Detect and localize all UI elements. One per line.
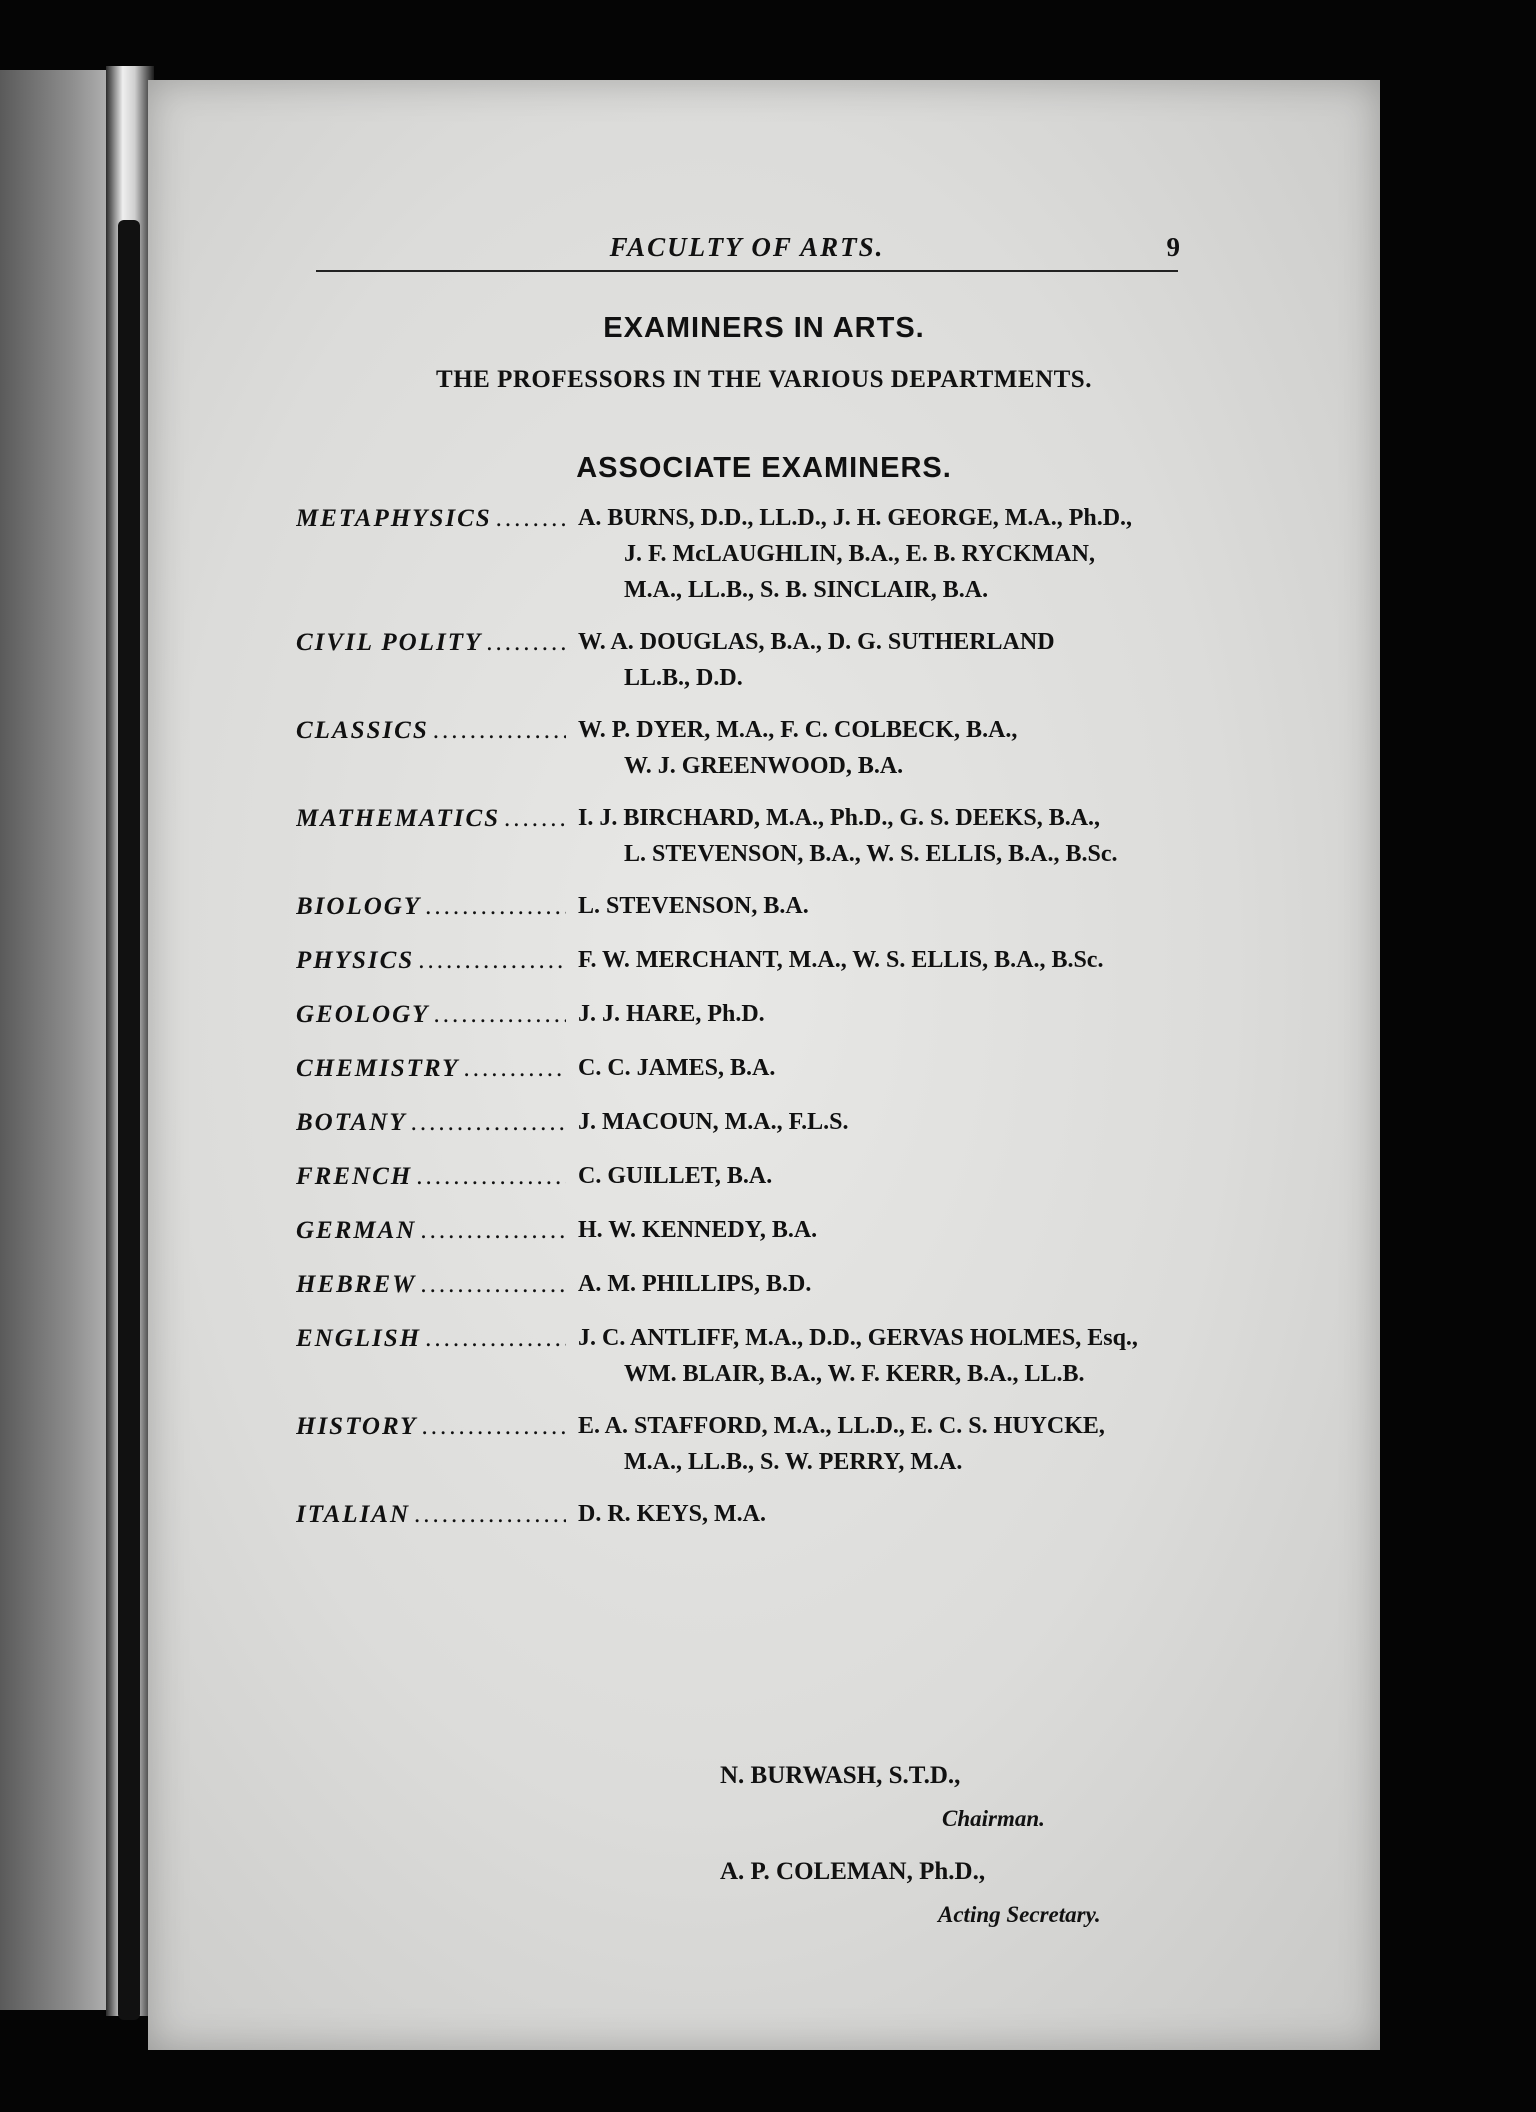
examiner-names [566, 1320, 1336, 1392]
subject-label: ENGLISH [296, 1325, 422, 1352]
examiners-list [296, 500, 1336, 1550]
dot-leader [425, 888, 566, 926]
section-heading: EXAMINERS IN ARTS. [603, 312, 925, 344]
running-head-title: FACULTY OF ARTS. [609, 232, 885, 262]
subject-label: GEOLOGY [296, 1001, 430, 1028]
examiner-entry [296, 1266, 1336, 1304]
subject-label: METAPHYSICS [296, 505, 492, 532]
examiner-names-line: LL.B., D.D. [624, 665, 743, 691]
examiner-entry [296, 1320, 1336, 1392]
examiner-entry [296, 1104, 1336, 1142]
examiner-entry [296, 1408, 1336, 1480]
examiner-names-line: C. GUILLET, B.A. [578, 1163, 773, 1189]
chairman-name: N. BURWASH, S.T.D., [720, 1762, 961, 1789]
examiner-names [566, 1212, 1336, 1248]
subject-label: GERMAN [296, 1217, 417, 1244]
subject-label: CIVIL POLITY [296, 629, 483, 656]
subject-label: HEBREW [296, 1271, 417, 1298]
examiner-names-line: C. C. JAMES, B.A. [578, 1055, 776, 1081]
dot-leader [433, 996, 566, 1034]
binding-shadow [118, 220, 140, 2020]
examiner-names [566, 1496, 1336, 1532]
examiner-names-line: L. STEVENSON, B.A., W. S. ELLIS, B.A., B.Sc. [624, 841, 1118, 867]
examiner-names-line: J. F. McLAUGHLIN, B.A., E. B. RYCKMAN, [624, 541, 1095, 567]
examiner-entry [296, 712, 1336, 784]
examiner-names-line: M.A., LL.B., S. W. PERRY, M.A. [624, 1449, 963, 1475]
subject-cell [296, 888, 566, 926]
examiner-names [566, 1158, 1336, 1194]
examiner-names-line: M.A., LL.B., S. B. SINCLAIR, B.A. [624, 577, 989, 603]
subject-label: ITALIAN [296, 1501, 411, 1528]
subject-label: BIOLOGY [296, 893, 422, 920]
subject-cell [296, 1104, 566, 1142]
examiner-entry [296, 1212, 1336, 1250]
examiner-names-line: W. A. DOUGLAS, B.A., D. G. SUTHERLAND [578, 629, 1055, 655]
subject-label: BOTANY [296, 1109, 407, 1136]
examiner-entry [296, 624, 1336, 696]
dot-leader [421, 1408, 566, 1446]
examiner-entry [296, 942, 1336, 980]
running-head [316, 226, 1178, 272]
examiner-names [566, 942, 1336, 978]
examiner-names-line: D. R. KEYS, M.A. [578, 1501, 767, 1527]
dot-leader [420, 1266, 566, 1304]
examiner-names [566, 996, 1336, 1032]
subject-label: FRENCH [296, 1163, 413, 1190]
chairman-title: Chairman. [942, 1806, 1045, 1831]
subject-cell [296, 1158, 566, 1196]
dot-leader [504, 800, 566, 838]
subject-cell [296, 1266, 566, 1304]
examiner-names [566, 500, 1336, 608]
book-page [148, 80, 1380, 2050]
examiner-entry [296, 996, 1336, 1034]
dot-leader [425, 1320, 566, 1358]
dot-leader [414, 1496, 566, 1534]
dot-leader [496, 500, 566, 538]
subject-cell [296, 942, 566, 980]
examiner-names-line: WM. BLAIR, B.A., W. F. KERR, B.A., LL.B. [624, 1361, 1085, 1387]
examiner-entry [296, 500, 1336, 608]
examiner-entry [296, 1050, 1336, 1088]
examiner-names [566, 1050, 1336, 1086]
examiner-names-line: H. W. KENNEDY, B.A. [578, 1217, 818, 1243]
examiner-names [566, 1266, 1336, 1302]
subject-label: PHYSICS [296, 947, 415, 974]
dot-leader [420, 1212, 566, 1250]
dot-leader [418, 942, 566, 980]
examiner-entry [296, 1496, 1336, 1534]
examiner-entry [296, 1158, 1336, 1196]
section-subheading: THE PROFESSORS IN THE VARIOUS DEPARTMENTS. [436, 366, 1092, 393]
examiner-names-line: A. M. PHILLIPS, B.D. [578, 1271, 812, 1297]
dot-leader [463, 1050, 566, 1088]
subject-cell [296, 996, 566, 1034]
subject-cell [296, 712, 566, 750]
associate-examiners-heading: ASSOCIATE EXAMINERS. [576, 452, 952, 484]
examiner-names-line: I. J. BIRCHARD, M.A., Ph.D., G. S. DEEKS, B.A., [578, 805, 1101, 831]
subject-label: CHEMISTRY [296, 1055, 460, 1082]
examiner-names-line: E. A. STAFFORD, M.A., LL.D., E. C. S. HUYCKE, [578, 1413, 1105, 1439]
examiner-names-line: A. BURNS, D.D., LL.D., J. H. GEORGE, M.A., Ph.D., [578, 505, 1133, 531]
subject-cell [296, 1212, 566, 1250]
subject-cell [296, 800, 566, 838]
examiner-entry [296, 800, 1336, 872]
examiner-names [566, 800, 1336, 872]
examiner-names-line: J. MACOUN, M.A., F.L.S. [578, 1109, 849, 1135]
examiner-names-line: F. W. MERCHANT, M.A., W. S. ELLIS, B.A., B.Sc. [578, 947, 1104, 973]
dot-leader [416, 1158, 566, 1196]
examiner-names [566, 888, 1336, 924]
examiner-names [566, 1408, 1336, 1480]
examiner-names-line: L. STEVENSON, B.A. [578, 893, 809, 919]
subject-label: HISTORY [296, 1413, 418, 1440]
subject-label: CLASSICS [296, 717, 429, 744]
subject-cell [296, 1496, 566, 1534]
left-page-edge [0, 70, 118, 2010]
examiner-names [566, 624, 1336, 696]
examiner-names [566, 1104, 1336, 1140]
subject-cell [296, 1320, 566, 1358]
subject-cell [296, 1050, 566, 1088]
dot-leader [433, 712, 566, 750]
examiner-names [566, 712, 1336, 784]
dot-leader [411, 1104, 566, 1142]
page-number: 9 [1166, 232, 1180, 262]
subject-cell [296, 500, 566, 538]
dot-leader [486, 624, 566, 662]
secretary-title: Acting Secretary. [938, 1902, 1101, 1927]
subject-cell [296, 1408, 566, 1446]
subject-cell [296, 624, 566, 662]
examiner-names-line: J. C. ANTLIFF, M.A., D.D., GERVAS HOLMES, Esq., [578, 1325, 1138, 1351]
examiner-names-line: J. J. HARE, Ph.D. [578, 1001, 765, 1027]
subject-label: MATHEMATICS [296, 805, 501, 832]
examiner-entry [296, 888, 1336, 926]
examiner-names-line: W. P. DYER, M.A., F. C. COLBECK, B.A., [578, 717, 1018, 743]
examiner-names-line: W. J. GREENWOOD, B.A. [624, 753, 904, 779]
secretary-name: A. P. COLEMAN, Ph.D., [720, 1858, 986, 1885]
